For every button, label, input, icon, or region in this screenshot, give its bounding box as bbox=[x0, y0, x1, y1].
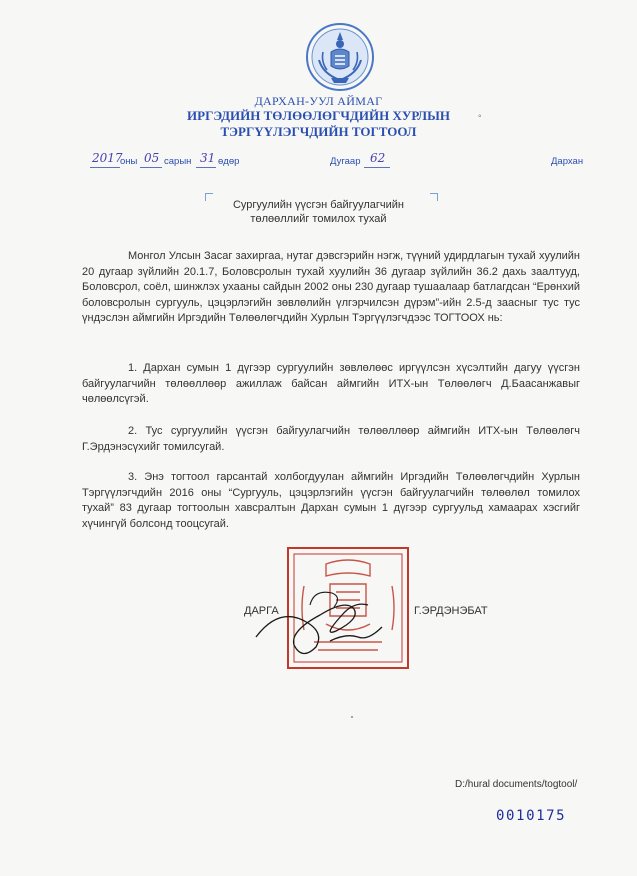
preamble-paragraph: Монгол Улсын Засаг захиргаа, нутаг дэвсгэрийн нэгж, түүний удирдлагын тухай хуулийн 20 дугаар зүйлийн 20.1.7, Боловсролын тухай хуулийн 36 дугаар зүйлийн 36.2 дахь заалтууд, Боловсрол, соёл, шинжлэх ухааны сайдын 2002 оны 230 дугаар тушаалаар батлагдсан “Ерөнхий боловсролын сургууль, цэцэрлэгийн зөвлөлийн үлгэрчилсэн дүрэм”-ийн 2.5-д заасныг тус тус үндэслэн аймгийн Иргэдийн Төлөөлөгчдийн Хурлын Тэргүүлэгчдээс ТОГТООХ нь: bbox=[82, 250, 580, 325]
council-name: ИРГЭДИЙН ТӨЛӨӨЛӨГЧДИЙН ХУРЛЫН bbox=[187, 108, 450, 123]
month-value: 05 bbox=[144, 151, 160, 165]
signatory-title: ДАРГА bbox=[244, 605, 279, 617]
state-emblem-icon bbox=[305, 22, 375, 92]
decision-item-3: 3. Энэ тогтоол гарсантай холбогдуулан аймгийн Иргэдийн Төлөөлөгчдийн Хурлын Тэргүүлэгчдийн 2016 оны “Сургууль, цэцэрлэгийн үүсгэн байгуулагчийн төлөөлөл томилох тухай” 83 дугаар тогтоолын хавсралтын Дархан сумын 1 дүгээр сургуульд хамаарах хэсгийг хүчингүй болсонд тооцсугай. bbox=[82, 471, 580, 530]
decision-item-1: 1. Дархан сумын 1 дүгээр сургуулийн зөвлөлөөс иргүүлсэн хүсэлтийн дагуу үүсгэн байгуулагчийн төлөөллөөр ажиллаж байсан аймгийн ИТХ-ын Төлөөлөгч Д.Баасанжавыг чөлөөлсүгэй. bbox=[82, 362, 580, 406]
subject-line-2: төлөөллийг томилох тухай bbox=[250, 213, 387, 225]
file-path: D:/hural documents/togtool/ bbox=[455, 779, 578, 790]
margin-mark: ◦ bbox=[478, 111, 482, 122]
day-value: 31 bbox=[200, 151, 216, 165]
serial-number: 0010175 bbox=[496, 808, 567, 824]
place-label: Дархан bbox=[551, 156, 584, 167]
day-label: өдөр bbox=[218, 156, 240, 167]
number-label: Дугаар bbox=[330, 156, 361, 167]
decision-item-2: 2. Тус сургуулийн үүсгэн байгуулагчийн төлөөллөөр аймгийн ИТХ-ын Төлөөлөгч Г.Эрдэнэсүхийг томилсугай. bbox=[82, 425, 580, 453]
signatory-name: Г.ЭРДЭНЭБАТ bbox=[414, 605, 488, 617]
aimag-name: ДАРХАН-УУЛ АЙМАГ bbox=[254, 94, 383, 108]
year-value: 2017 bbox=[92, 151, 123, 165]
subject-line-1: Сургуулийн үүсгэн байгуулагчийн bbox=[232, 199, 405, 211]
speck bbox=[351, 716, 353, 718]
handwritten-signature bbox=[250, 575, 390, 665]
date-number-row bbox=[0, 152, 637, 172]
month-label: сарын bbox=[164, 156, 192, 167]
document-type: ТЭРГҮҮЛЭГЧДИЙН ТОГТООЛ bbox=[220, 124, 417, 139]
number-value: 62 bbox=[370, 151, 386, 165]
year-label: оны bbox=[120, 156, 138, 167]
